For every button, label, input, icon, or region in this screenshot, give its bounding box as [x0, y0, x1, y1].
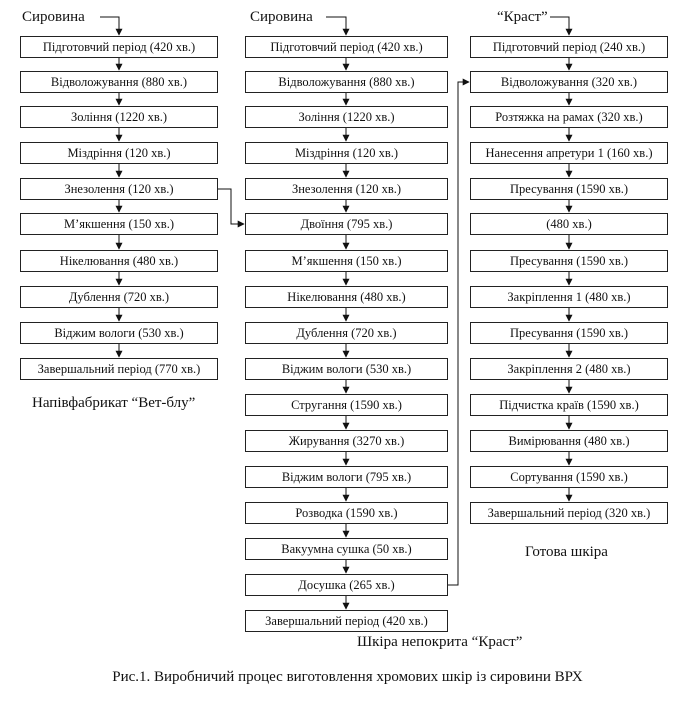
column-2-output: Шкіра непокрита “Краст” — [357, 634, 523, 650]
column-2-header: Сировина — [250, 9, 313, 25]
process-step: Нанесення апретури 1 (160 хв.) — [470, 142, 668, 164]
process-step: (480 хв.) — [470, 213, 668, 235]
process-step: Пресування (1590 хв.) — [470, 322, 668, 344]
header-arrow — [326, 17, 346, 35]
process-step: Дублення (720 хв.) — [245, 322, 448, 344]
column-1-output: Напівфабрикат “Вет-блу” — [32, 395, 196, 411]
process-step: Розтяжка на рамах (320 хв.) — [470, 106, 668, 128]
process-step: Сортування (1590 хв.) — [470, 466, 668, 488]
process-step: Міздріння (120 хв.) — [245, 142, 448, 164]
process-step: Відволожування (880 хв.) — [20, 71, 218, 93]
process-step: Віджим вологи (530 хв.) — [20, 322, 218, 344]
process-step: Зоління (1220 хв.) — [245, 106, 448, 128]
process-step: Знезолення (120 хв.) — [245, 178, 448, 200]
process-step: Зоління (1220 хв.) — [20, 106, 218, 128]
process-step: Відволожування (320 хв.) — [470, 71, 668, 93]
figure-caption: Рис.1. Виробничий процес виготовлення хромових шкір із сировини ВРХ — [112, 669, 583, 685]
column-3-output: Готова шкіра — [525, 544, 608, 560]
process-step: Завершальний період (320 хв.) — [470, 502, 668, 524]
process-step: Відволожування (880 хв.) — [245, 71, 448, 93]
process-step: Стругання (1590 хв.) — [245, 394, 448, 416]
column-1-header: Сировина — [22, 9, 85, 25]
process-step: Нікелювання (480 хв.) — [20, 250, 218, 272]
branch-arrow — [218, 189, 244, 224]
header-arrow — [100, 17, 119, 35]
process-step: Вимірювання (480 хв.) — [470, 430, 668, 452]
process-step: Розводка (1590 хв.) — [245, 502, 448, 524]
process-step: Закріплення 1 (480 хв.) — [470, 286, 668, 308]
column-3-header: “Краст” — [497, 9, 548, 25]
process-step: Вакуумна сушка (50 хв.) — [245, 538, 448, 560]
process-step: Жирування (3270 хв.) — [245, 430, 448, 452]
process-step: Дублення (720 хв.) — [20, 286, 218, 308]
process-step: Пресування (1590 хв.) — [470, 178, 668, 200]
process-step: Підготовчий період (420 хв.) — [245, 36, 448, 58]
process-step: Підготовчий період (420 хв.) — [20, 36, 218, 58]
process-step: Досушка (265 хв.) — [245, 574, 448, 596]
process-step: Міздріння (120 хв.) — [20, 142, 218, 164]
branch-arrow — [448, 82, 469, 585]
process-step: М’якшення (150 хв.) — [20, 213, 218, 235]
process-step: Віджим вологи (795 хв.) — [245, 466, 448, 488]
process-step: Двоїння (795 хв.) — [245, 213, 448, 235]
process-step: Віджим вологи (530 хв.) — [245, 358, 448, 380]
process-step: Нікелювання (480 хв.) — [245, 286, 448, 308]
process-step: Пресування (1590 хв.) — [470, 250, 668, 272]
process-step: Завершальний період (770 хв.) — [20, 358, 218, 380]
process-step: Завершальний період (420 хв.) — [245, 610, 448, 632]
process-step: Знезолення (120 хв.) — [20, 178, 218, 200]
process-step: Закріплення 2 (480 хв.) — [470, 358, 668, 380]
process-step: Підготовчий період (240 хв.) — [470, 36, 668, 58]
header-arrow — [550, 17, 569, 35]
process-step: Підчистка країв (1590 хв.) — [470, 394, 668, 416]
process-step: М’якшення (150 хв.) — [245, 250, 448, 272]
